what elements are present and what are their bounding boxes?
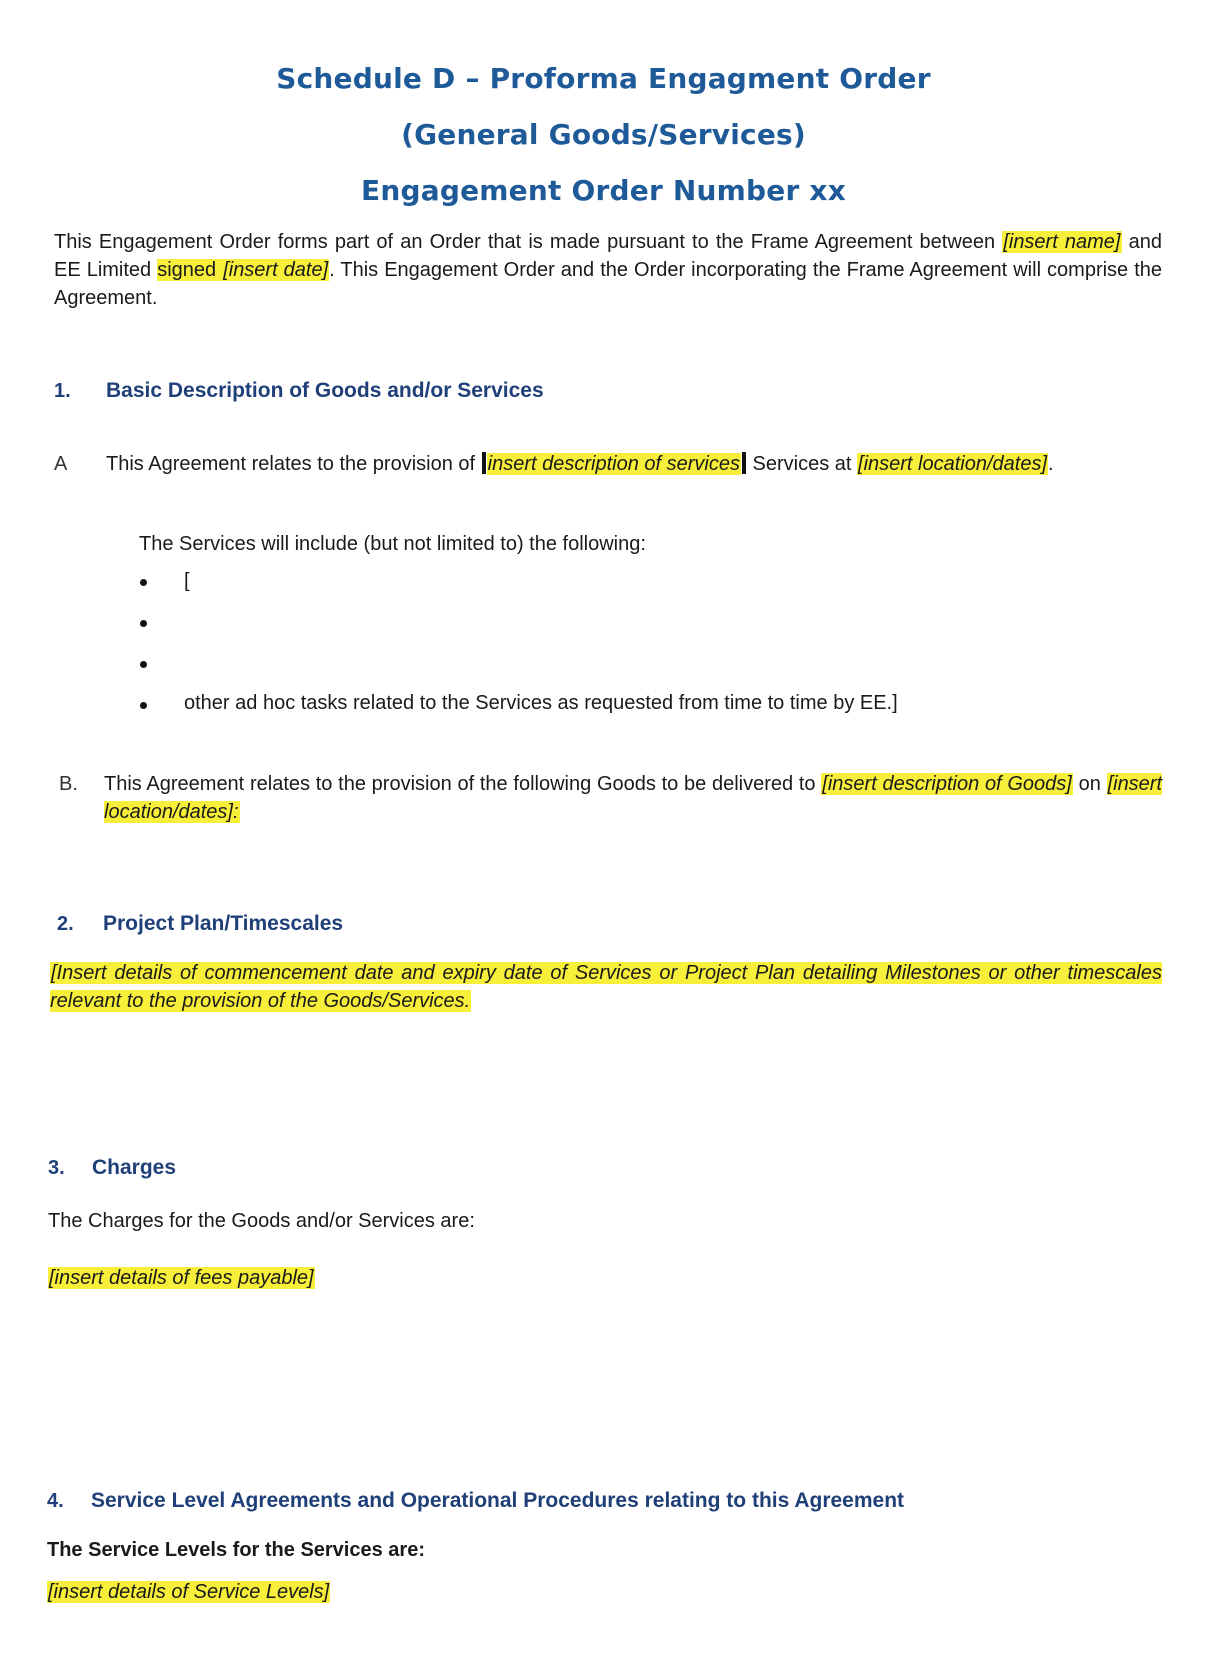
- item-b-paragraph: [104, 770, 1162, 826]
- item-a-letter: A: [54, 453, 68, 475]
- bullet-item-4: other ad hoc tasks related to the Services as requested from time to time by EE.]: [184, 692, 898, 714]
- insert-location-placeholder: [insert location/dates]:: [104, 773, 1163, 823]
- service-levels-placeholder: [insert details of Service Levels]: [48, 1581, 330, 1603]
- intro-text: This Engagement Order forms part of an Order that is made pursuant to the Frame Agreement between: [54, 231, 1003, 253]
- insert-services-placeholder: insert description of services: [487, 453, 740, 475]
- insert-goods-placeholder: [insert description of Goods]: [822, 773, 1072, 795]
- insert-name-placeholder: [insert name]: [1003, 231, 1121, 253]
- insert-location-placeholder: [insert location/dates]: [858, 453, 1048, 475]
- section-4-number: 4.: [47, 1490, 64, 1512]
- fees-placeholder: [insert details of fees payable]: [49, 1267, 314, 1289]
- text-cursor-icon: [742, 452, 746, 474]
- section-4-title: Service Level Agreements and Operational Procedures relating to this Agreement: [91, 1489, 905, 1512]
- section-2-title: Project Plan/Timescales: [103, 912, 344, 935]
- document-title: Schedule D – Proforma Engagment Order: [276, 62, 931, 95]
- section-3-title: Charges: [92, 1156, 177, 1179]
- intro-text: and EE Limited: [54, 231, 1162, 281]
- item-b-letter: B.: [59, 773, 78, 795]
- item-b-text: on: [1072, 773, 1107, 795]
- bullet-item-1: [: [184, 570, 190, 592]
- section-2-number: 2.: [57, 913, 74, 935]
- bullet-icon: [140, 579, 147, 586]
- section-3-paragraph: [48, 1264, 315, 1292]
- insert-date-placeholder: [insert date]: [223, 259, 329, 281]
- project-plan-placeholder: [Insert details of commencement date and expiry date of Services or Project Plan detailing Milestones or other timescales relevant to the provision of the Goods/Services.: [50, 962, 1162, 1012]
- item-a-paragraph: [106, 450, 1176, 478]
- bullet-icon: [140, 702, 147, 709]
- section-4-paragraph: [47, 1578, 330, 1606]
- item-a-text: .: [1048, 453, 1054, 475]
- intro-paragraph: [54, 228, 1162, 312]
- section-1-number: 1.: [54, 380, 71, 402]
- intro-text: . This Engagement Order and the Order incorporating the Frame Agreement will comprise the Agreement.: [54, 259, 1163, 309]
- section-1-title: Basic Description of Goods and/or Services: [106, 379, 544, 402]
- text-cursor-icon: [482, 452, 486, 474]
- signed-text: signed: [157, 259, 217, 281]
- bullet-icon: [140, 661, 147, 668]
- section-2-paragraph: [50, 959, 1162, 1015]
- charges-intro: The Charges for the Goods and/or Services are:: [48, 1210, 475, 1232]
- item-a-text: Services at: [746, 453, 858, 475]
- engagement-order-number: Engagement Order Number xx: [361, 174, 846, 207]
- bullet-icon: [140, 620, 147, 627]
- services-intro: The Services will include (but not limited to) the following:: [139, 533, 646, 555]
- section-3-number: 3.: [48, 1157, 65, 1179]
- item-a-text: This Agreement relates to the provision of: [106, 453, 481, 475]
- item-b-text: This Agreement relates to the provision of the following Goods to be delivered to: [104, 773, 822, 795]
- service-levels-intro: The Service Levels for the Services are:: [47, 1539, 425, 1561]
- document-subtitle: (General Goods/Services): [401, 118, 806, 151]
